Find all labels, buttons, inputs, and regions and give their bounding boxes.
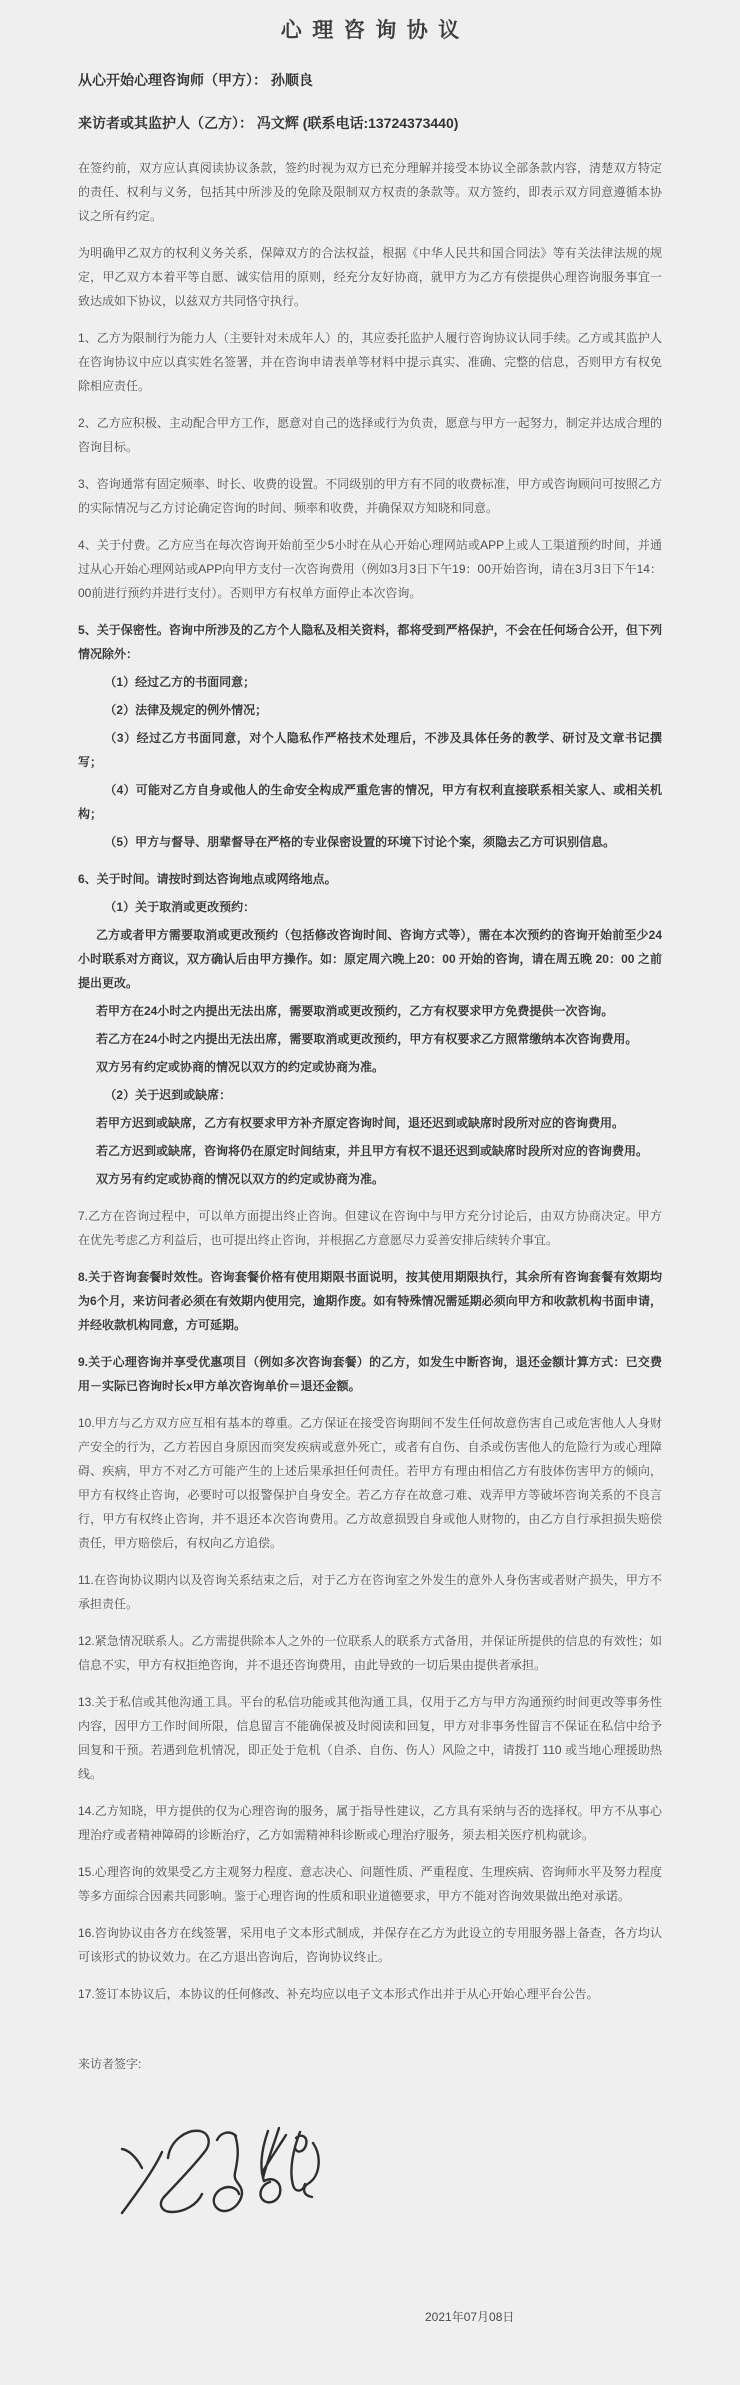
agreement-paragraph: 17.签订本协议后，本协议的任何修改、补充均应以电子文本形式作出并于从心开始心理平台公告。 [78,1987,599,2001]
agreement-paragraph: 乙方或者甲方需要取消或更改预约（包括修改咨询时间、咨询方式等），需在本次预约的咨询开始前至少24小时联系对方商议，双方确认后由甲方操作。如：原定周六晚上20：00 开始的咨询，请在周五晚 20：00 之前提出更改。 [78,928,662,990]
agreement-paragraph: 14.乙方知晓，甲方提供的仅为心理咨询的服务，属于指导性建议，乙方具有采纳与否的选择权。甲方不从事心理治疗或者精神障碍的诊断治疗，乙方如需精神科诊断或心理治疗服务，须去相关医疗机构就诊。 [78,1804,662,1842]
agreement-paragraph: 8.关于咨询套餐时效性。咨询套餐价格有使用期限书面说明，按其使用期限执行，其余所有咨询套餐有效期均为6个月，来访问者必须在有效期内使用完，逾期作废。如有特殊情况需延期必须向甲方和收款机构书面申请，并经收款机构同意，方可延期。 [78,1270,662,1332]
agreement-paragraph: （1）经过乙方的书面同意； [104,675,256,689]
agreement-paragraph: （4）可能对乙方自身或他人的生命安全构成严重危害的情况，甲方有权利直接联系相关家人、或相关机构； [78,783,662,821]
agreement-paragraph: 6、关于时间。请按时到达咨询地点或网络地点。 [78,872,337,886]
agreement-paragraph: 在签约前，双方应认真阅读协议条款，签约时视为双方已充分理解并接受本协议全部条款内容，清楚双方特定的责任、权利与义务，包括其中所涉及的免除及限制双方权责的条款等。双方签约，即表示双方同意遵循本协议之所有约定。 [78,161,662,223]
agreement-paragraph: 双方另有约定或协商的情况以双方的约定或协商为准。 [96,1172,385,1186]
agreement-paragraph: 10.甲方与乙方双方应互相有基本的尊重。乙方保证在接受咨询期间不发生任何故意伤害自己或危害他人人身财产安全的行为，乙方若因自身原因而突发疾病或意外死亡，或者有自伤、自杀或伤害他人的危险行为或心理障碍、疾病，甲方不对乙方可能产生的上述后果承担任何责任。若甲方有理由相信乙方有肢体伤害甲方的倾向，甲方有权终止咨询，必要时可以报警保护自身安全。若乙方存在故意刁难、戏弄甲方等破坏咨询关系的不良言行，甲方有权终止咨询，并不退还本次咨询费用。乙方故意损毁自身或他人财物的，由乙方自行承担损失赔偿责任，甲方赔偿后，有权向乙方追偿。 [78,1416,662,1550]
agreement-paragraph: 2、乙方应积极、主动配合甲方工作，愿意对自己的选择或行为负责，愿意与甲方一起努力，制定并达成合理的咨询目标。 [78,416,662,454]
agreement-paragraph: 7.乙方在咨询过程中，可以单方面提出终止咨询。但建议在咨询中与甲方充分讨论后，由双方协商决定。甲方在优先考虑乙方利益后，也可提出终止咨询，并根据乙方意愿尽力妥善安排后续转介事宜。 [78,1209,662,1247]
agreement-body [78,156,662,2006]
party-a-line: 从心开始心理咨询师（甲方）： 孙顺良 [78,72,313,88]
agreement-paragraph: 若乙方迟到或缺席，咨询将仍在原定时间结束，并且甲方有权不退还迟到或缺席时段所对应的咨询费用。 [96,1144,649,1158]
agreement-paragraph: 双方另有约定或协商的情况以双方的约定或协商为准。 [96,1060,385,1074]
document-title: 心理咨询协议 [280,19,470,42]
agreement-paragraph: 13.关于私信或其他沟通工具。平台的私信功能或其他沟通工具，仅用于乙方与甲方沟通预约时间更改等事务性内容，因甲方工作时间所限，信息留言不能确保被及时阅读和回复，甲方对非事务性留言不保证在私信中给予回复和干预。若遇到危机情况，即正处于危机（自杀、自伤、伤人）风险之中，请拨打 110 或当地心理援助热线。 [78,1695,662,1781]
agreement-paragraph: （2）法律及规定的例外情况； [104,703,268,717]
agreement-paragraph: 5、关于保密性。咨询中所涉及的乙方个人隐私及相关资料，都将受到严格保护，不会在任何场合公开，但下列情况除外： [78,623,662,661]
signature-date: 2021年07月08日 [425,2310,515,2324]
agreement-paragraph: 9.关于心理咨询并享受优惠项目（例如多次咨询套餐）的乙方，如发生中断咨询，退还金额计算方式：已交费用－实际已咨询时长x甲方单次咨询单价＝退还金额。 [78,1355,662,1393]
agreement-paragraph: 12.紧急情况联系人。乙方需提供除本人之外的一位联系人的联系方式备用，并保证所提供的信息的有效性；如信息不实，甲方有权拒绝咨询，并不退还咨询费用，由此导致的一切后果由提供者承担。 [78,1634,662,1672]
agreement-paragraph: （5）甲方与督导、朋辈督导在严格的专业保密设置的环境下讨论个案，须隐去乙方可识别信息。 [104,835,616,849]
agreement-paragraph: 3、咨询通常有固定频率、时长、收费的设置。不同级别的甲方有不同的收费标准，甲方或咨询顾问可按照乙方的实际情况与乙方讨论确定咨询的时间、频率和收费，并确保双方知晓和同意。 [78,477,662,515]
agreement-paragraph: （3）经过乙方书面同意，对个人隐私作严格技术处理后，不涉及具体任务的教学、研讨及文章书记撰写； [78,731,662,769]
party-b-line: 来访者或其监护人（乙方）： 冯文辉 (联系电话:13724373440) [78,115,459,131]
agreement-paragraph: 若甲方迟到或缺席，乙方有权要求甲方补齐原定咨询时间，退还迟到或缺席时段所对应的咨询费用。 [96,1116,625,1130]
agreement-paragraph: 15.心理咨询的效果受乙方主观努力程度、意志决心、问题性质、严重程度、生理疾病、咨询师水平及努力程度等多方面综合因素共同影响。鉴于心理咨询的性质和职业道德要求，甲方不能对咨询效果做出绝对承诺。 [78,1865,662,1903]
handwritten-signature [116,2126,328,2222]
agreement-paragraph: 为明确甲乙双方的权利义务关系，保障双方的合法权益，根据《中华人民共和国合同法》等有关法律法规的规定，甲乙双方本着平等自愿、诚实信用的原则，经充分友好协商，就甲方为乙方有偿提供心理咨询服务事宜一致达成如下协议，以兹双方共同恪守执行。 [78,246,662,308]
agreement-paragraph: 4、关于付费。乙方应当在每次咨询开始前至少5小时在从心开始心理网站或APP上或人工渠道预约时间，并通过从心开始心理网站或APP向甲方支付一次咨询费用（例如3月3日下午19：00开始咨询，请在3月3日下午14：00前进行预约并进行支付）。否则甲方有权单方面停止本次咨询。 [78,538,662,600]
agreement-paragraph: 若甲方在24小时之内提出无法出席，需要取消或更改预约，乙方有权要求甲方免费提供一次咨询。 [96,1004,614,1018]
signature-scribble-icon [116,2126,328,2222]
agreement-paragraph: 1、乙方为限制行为能力人（主要针对未成年人）的，其应委托监护人履行咨询协议认同手续。乙方或其监护人在咨询协议中应以真实姓名签署，并在咨询申请表单等材料中提示真实、准确、完整的信息，否则甲方有权免除相应责任。 [78,331,662,393]
agreement-paragraph: 11.在咨询协议期内以及咨询关系结束之后，对于乙方在咨询室之外发生的意外人身伤害或者财产损失，甲方不承担责任。 [78,1573,662,1611]
agreement-paragraph: （1）关于取消或更改预约： [104,900,256,914]
agreement-paragraph: 16.咨询协议由各方在线签署，采用电子文本形式制成，并保存在乙方为此设立的专用服务器上备查，各方均认可该形式的协议效力。在乙方退出咨询后，咨询协议终止。 [78,1926,662,1964]
visitor-signature-label: 来访者签字: [78,2057,142,2071]
agreement-paragraph: 若乙方在24小时之内提出无法出席，需要取消或更改预约，甲方有权要求乙方照常缴纳本次咨询费用。 [96,1032,638,1046]
agreement-paragraph: （2）关于迟到或缺席： [104,1088,232,1102]
